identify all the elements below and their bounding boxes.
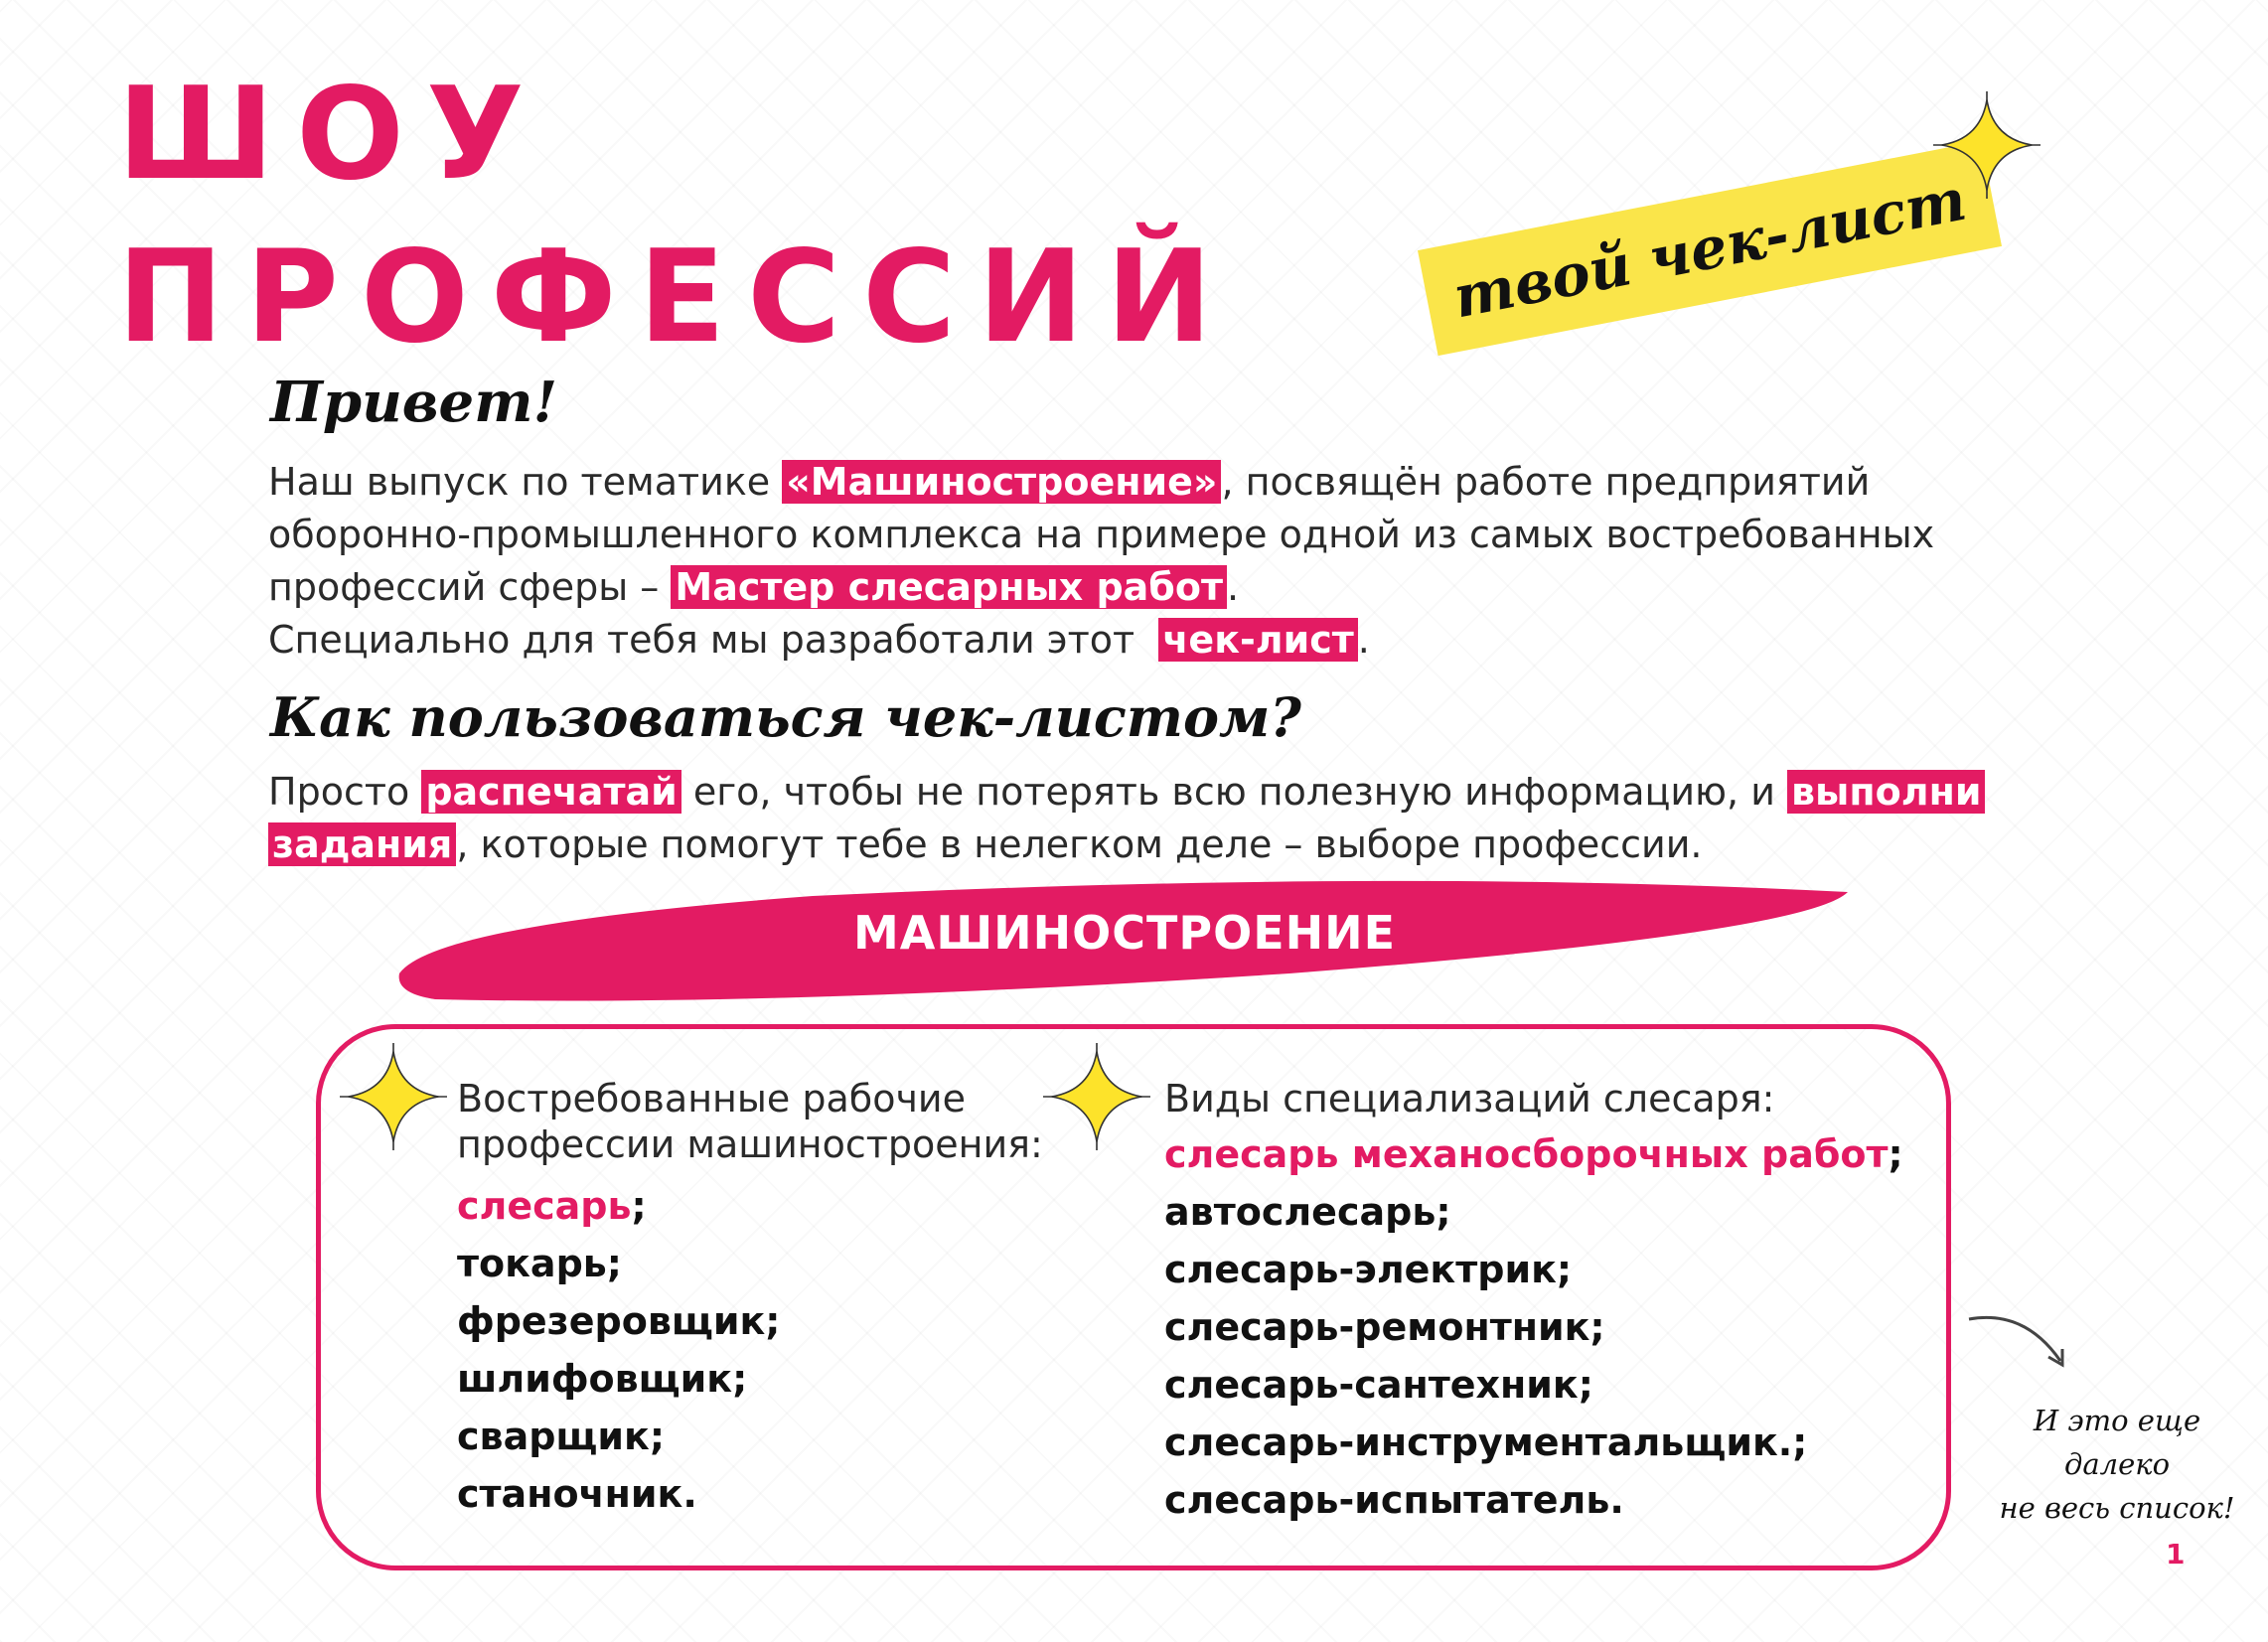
left-intro-line-1: Востребованные рабочие [457,1077,966,1120]
how-to-paragraph [268,766,1985,871]
list-item-semicolon: ; [631,1184,647,1228]
list-item: фрезеровщик; [457,1299,781,1343]
checklist-tag [1418,141,2002,356]
intro-text-4: . [1226,565,1240,609]
list-item: слесарь-инструментальщик.; [1164,1420,1808,1464]
right-list [1164,1125,1903,1529]
list-item: станочник. [457,1472,697,1516]
intro-text-3: профессий сферы – [268,565,672,609]
banner-title: МАШИНОСТРОЕНИЕ [852,906,1397,960]
how-line-1 [268,766,1985,819]
intro-line-3 [268,561,1934,614]
intro-text-2: , посвящён работе предприятий [1221,460,1871,504]
right-intro: Виды специализаций слесаря: [1164,1077,1775,1120]
how-text-3: , которые помогут тебе в нелегком деле – выборе профессии. [456,822,1703,866]
sparkle-star-icon [1043,1043,1150,1150]
list-item: слесарь-сантехник; [1164,1363,1593,1407]
list-item [1164,1125,1903,1183]
intro-line-2: оборонно-промышленного комплекса на примере одной из самых востребованных [268,513,1935,556]
list-item: автослесарь; [1164,1190,1451,1234]
how-text-2: его, чтобы не потерять всю полезную информацию, и [680,770,1787,814]
page-number: 1 [2166,1538,2186,1570]
how-line-2 [268,819,1985,871]
side-note-line-1: И это еще далеко [2033,1404,2201,1481]
sparkle-star-icon [340,1043,447,1150]
intro-line-4 [268,614,1934,667]
intro-line-1 [268,456,1934,509]
list-item: слесарь-ремонтник; [1164,1305,1605,1349]
left-column [457,1076,1043,1523]
list-item-text: слесарь механосборочных работ [1164,1132,1889,1176]
list-item [457,1177,1043,1235]
list-item: слесарь-испытатель. [1164,1478,1624,1522]
side-note-line-2: не весь список! [1999,1491,2235,1525]
greeting-heading: Привет! [270,370,558,435]
right-column [1164,1076,1903,1529]
list-item: токарь; [457,1242,622,1285]
highlight-checklist: чек-лист [1158,618,1357,662]
highlight-print: распечатай [421,770,680,814]
how-to-heading: Как пользоваться чек-листом? [270,685,1301,749]
intro-text-1: Наш выпуск по тематике [268,460,783,504]
list-item-text: слесарь [457,1184,632,1228]
intro-text-6: . [1357,618,1370,662]
intro-paragraph [268,456,1934,667]
highlight-tasks: задания [268,822,456,866]
title-line-1: ШОУ [117,61,546,209]
intro-text-5: Специально для тебя мы разработали этот [268,618,1159,662]
highlight-master: Мастер слесарных работ [671,565,1227,609]
left-list [457,1177,1043,1523]
checklist-tag-label: твой чек-лист [1447,165,1972,332]
sparkle-star-icon [1933,91,2041,199]
list-item: шлифовщик; [457,1357,748,1401]
left-intro-line-2: профессии машиностроения: [457,1122,1043,1166]
list-item: слесарь-электрик; [1164,1248,1573,1291]
list-item: сварщик; [457,1415,666,1458]
highlight-mashinostroenie: «Машиностроение» [782,460,1221,504]
side-note [1983,1399,2251,1530]
list-item-semicolon: ; [1888,1132,1903,1176]
highlight-do: выполни [1787,770,1985,814]
curved-arrow-icon [1965,1305,2072,1377]
title-line-2: ПРОФЕССИЙ [117,224,1235,372]
how-text-1: Просто [268,770,422,814]
